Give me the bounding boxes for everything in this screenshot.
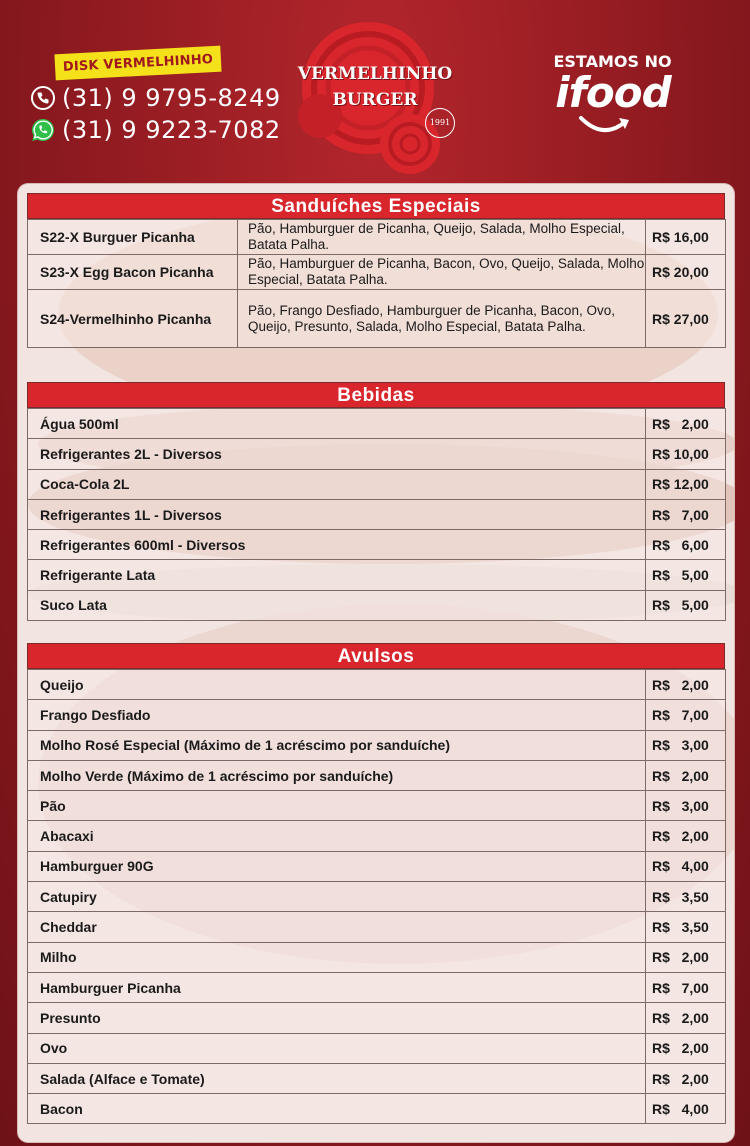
item-name: Hamburguer Picanha <box>28 972 646 1002</box>
item-name: Ovo <box>28 1033 646 1063</box>
ifood-caption: ESTAMOS NO <box>553 52 672 71</box>
table-row <box>28 560 726 590</box>
item-price: R$ 3,00 <box>646 730 726 760</box>
table-row <box>28 821 726 851</box>
drinks-table <box>27 408 726 621</box>
table-row <box>28 942 726 972</box>
item-price: R$ 3,50 <box>646 912 726 942</box>
item-description: Pão, Hamburguer de Picanha, Bacon, Ovo, Queijo, Salada, Molho Especial, Batata Palha. <box>238 255 646 290</box>
item-price: R$ 4,00 <box>646 851 726 881</box>
table-row <box>28 760 726 790</box>
item-name: S22-X Burguer Picanha <box>28 220 238 255</box>
sandwiches-table <box>27 219 726 348</box>
item-name: Pão <box>28 791 646 821</box>
logo-since-seal: 1991 <box>425 108 455 138</box>
item-price: R$ 2,00 <box>646 1003 726 1033</box>
table-row <box>28 290 726 348</box>
table-row <box>28 912 726 942</box>
item-price: R$ 27,00 <box>646 290 726 348</box>
item-name: Refrigerantes 1L - Diversos <box>28 499 646 529</box>
table-row <box>28 220 726 255</box>
item-name: Suco Lata <box>28 590 646 620</box>
item-price: R$ 16,00 <box>646 220 726 255</box>
item-price: R$ 2,00 <box>646 760 726 790</box>
table-row <box>28 530 726 560</box>
item-price: R$ 5,00 <box>646 560 726 590</box>
item-name: Água 500ml <box>28 409 646 439</box>
item-price: R$ 3,50 <box>646 882 726 912</box>
item-name: Refrigerantes 2L - Diversos <box>28 439 646 469</box>
table-row <box>28 439 726 469</box>
item-name: Molho Verde (Máximo de 1 acréscimo por sanduíche) <box>28 760 646 790</box>
item-price: R$ 20,00 <box>646 255 726 290</box>
item-price: R$ 5,00 <box>646 590 726 620</box>
table-row <box>28 882 726 912</box>
item-name: Refrigerante Lata <box>28 560 646 590</box>
item-price: R$ 7,00 <box>646 499 726 529</box>
ifood-logo[interactable]: ifood <box>555 68 671 117</box>
logo-line-1: VERMELHINHO <box>297 64 453 84</box>
item-price: R$ 12,00 <box>646 469 726 499</box>
item-name: Milho <box>28 942 646 972</box>
phone-row-1[interactable] <box>30 84 281 112</box>
item-price: R$ 4,00 <box>646 1094 726 1124</box>
table-row <box>28 1033 726 1063</box>
item-price: R$ 2,00 <box>646 670 726 700</box>
item-name: Refrigerantes 600ml - Diversos <box>28 530 646 560</box>
ifood-arrow-icon <box>575 112 635 138</box>
item-name: Hamburguer 90G <box>28 851 646 881</box>
section-title: Avulsos <box>27 643 725 669</box>
table-row <box>28 670 726 700</box>
section-sandwiches <box>27 193 725 348</box>
item-price: R$ 2,00 <box>646 409 726 439</box>
item-name: Frango Desfiado <box>28 700 646 730</box>
item-name: Catupiry <box>28 882 646 912</box>
logo-line-2: BURGER <box>332 90 418 110</box>
section-title: Bebidas <box>27 382 725 408</box>
table-row <box>28 1094 726 1124</box>
item-name: Abacaxi <box>28 821 646 851</box>
disk-badge: DISK VERMELHINHO <box>54 46 221 81</box>
whatsapp-icon <box>30 117 56 143</box>
item-price: R$ 7,00 <box>646 972 726 1002</box>
item-price: R$ 6,00 <box>646 530 726 560</box>
item-name: Molho Rosé Especial (Máximo de 1 acréscimo por sanduíche) <box>28 730 646 760</box>
table-row <box>28 972 726 1002</box>
item-description: Pão, Hamburguer de Picanha, Queijo, Salada, Molho Especial, Batata Palha. <box>238 220 646 255</box>
phone-number-1: (31) 9 9795-8249 <box>62 84 281 112</box>
section-title: Sanduíches Especiais <box>27 193 725 219</box>
table-row <box>28 791 726 821</box>
phone-icon <box>30 85 56 111</box>
table-row <box>28 1003 726 1033</box>
item-price: R$ 7,00 <box>646 700 726 730</box>
item-name: Presunto <box>28 1003 646 1033</box>
table-row <box>28 409 726 439</box>
table-row <box>28 469 726 499</box>
phone-row-2[interactable] <box>30 116 281 144</box>
item-price: R$ 2,00 <box>646 1063 726 1093</box>
item-name: Queijo <box>28 670 646 700</box>
table-row <box>28 851 726 881</box>
brand-logo <box>290 16 460 174</box>
table-row <box>28 1063 726 1093</box>
item-price: R$ 2,00 <box>646 942 726 972</box>
table-row <box>28 700 726 730</box>
table-row <box>28 499 726 529</box>
phone-number-2: (31) 9 9223-7082 <box>62 116 281 144</box>
item-price: R$ 2,00 <box>646 1033 726 1063</box>
item-price: R$ 10,00 <box>646 439 726 469</box>
item-name: S24-Vermelhinho Picanha <box>28 290 238 348</box>
item-price: R$ 2,00 <box>646 821 726 851</box>
item-name: Bacon <box>28 1094 646 1124</box>
section-extras <box>27 643 725 1124</box>
table-row <box>28 730 726 760</box>
table-row <box>28 255 726 290</box>
table-row <box>28 590 726 620</box>
item-name: Salada (Alface e Tomate) <box>28 1063 646 1093</box>
section-drinks <box>27 382 725 621</box>
menu-panel <box>18 184 734 1142</box>
item-name: S23-X Egg Bacon Picanha <box>28 255 238 290</box>
item-price: R$ 3,00 <box>646 791 726 821</box>
item-name: Coca-Cola 2L <box>28 469 646 499</box>
item-name: Cheddar <box>28 912 646 942</box>
extras-table <box>27 669 726 1124</box>
item-description: Pão, Frango Desfiado, Hamburguer de Picanha, Bacon, Ovo, Queijo, Presunto, Salada, Molho Especial, Batata Palha. <box>238 290 646 348</box>
